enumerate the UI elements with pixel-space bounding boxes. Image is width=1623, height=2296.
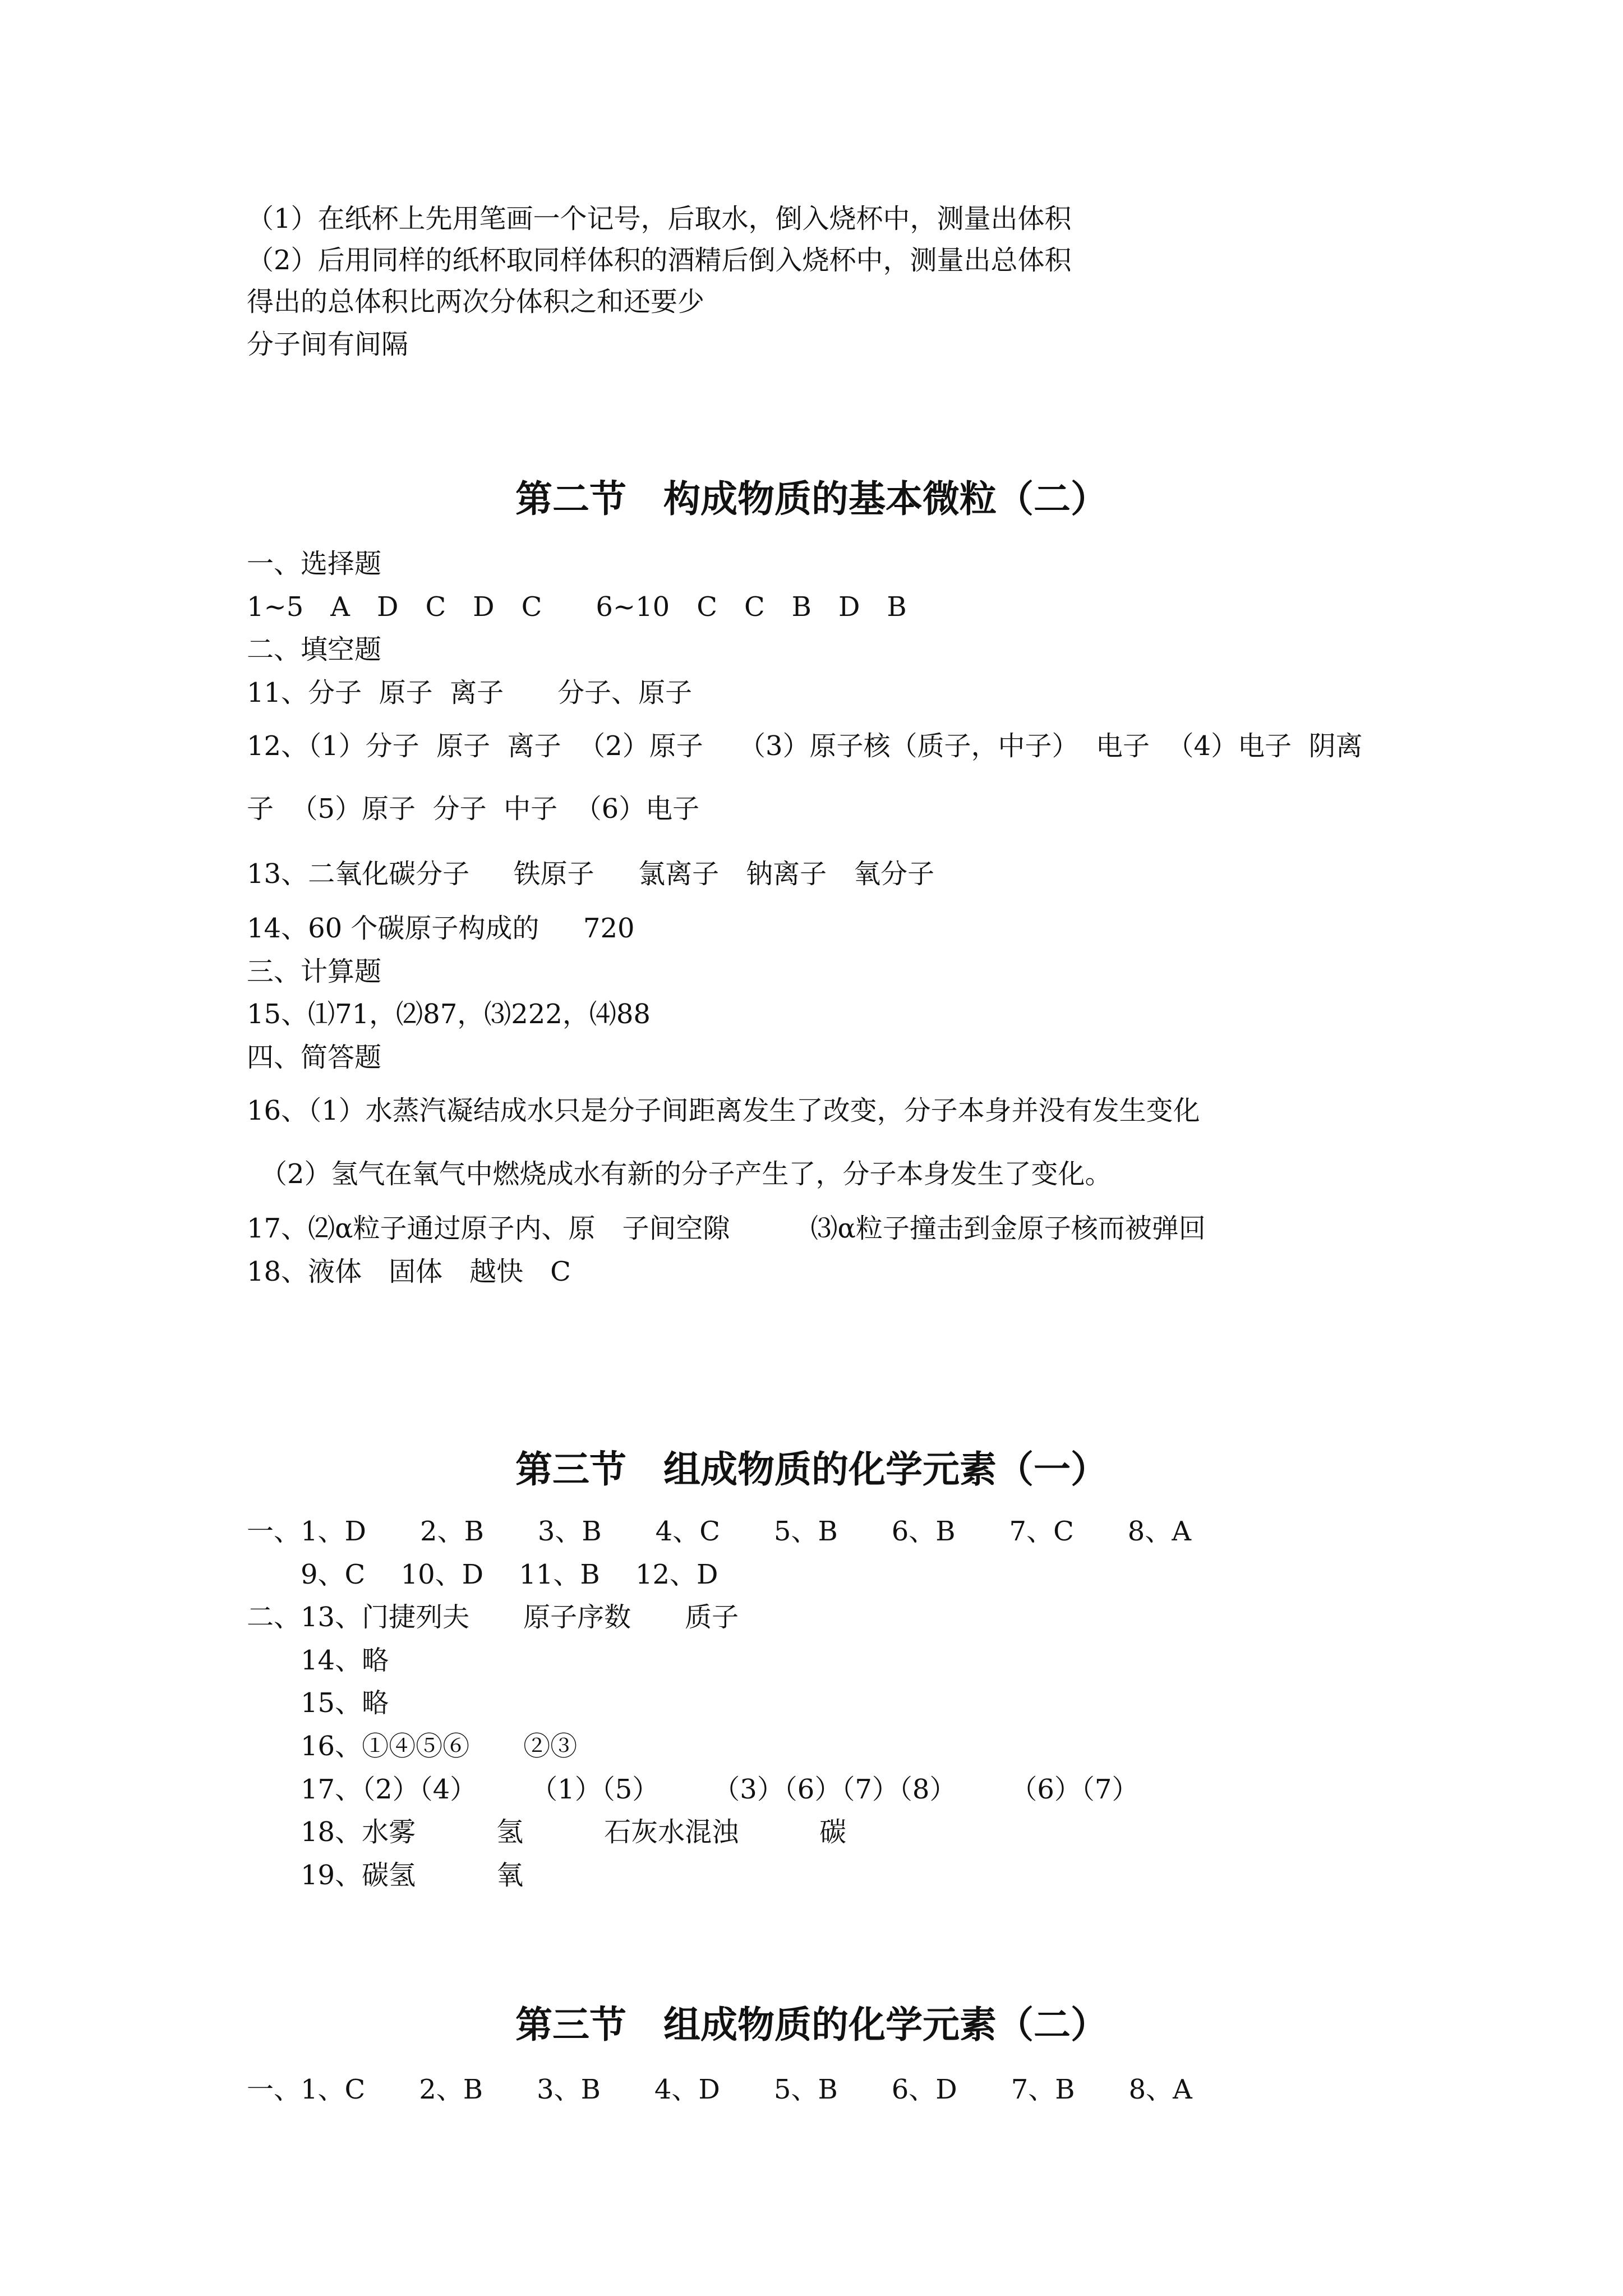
s2-line-8: 14、60 个碳原子构成的 720	[247, 913, 635, 944]
s2-line-14: 17、⑵α粒子通过原子内、原 子间空隙 ⑶α粒子撞击到金原子核而被弹回	[247, 1213, 1206, 1244]
s2-line-7: 13、二氧化碳分子 铁原子 氯离子 钠离子 氧分子	[247, 858, 935, 890]
s3a-line-4: 14、略	[247, 1645, 389, 1676]
s2-line-9: 三、计算题	[247, 956, 382, 987]
section-title-3b: 第三节 组成物质的化学元素（二）	[515, 2003, 1108, 2046]
s2-line-6: 子 （5）原子 分子 中子 （6）电子	[247, 793, 700, 825]
s3a-line-5: 15、略	[247, 1687, 389, 1719]
s2-line-11: 四、简答题	[247, 1042, 382, 1073]
intro-line-4: 分子间有间隔	[247, 329, 409, 360]
s3a-line-6: 16、①④⑤⑥ ②③	[247, 1731, 578, 1762]
s2-line-12: 16、（1）水蒸汽凝结成水只是分子间距离发生了改变，分子本身并没有发生变化	[247, 1095, 1200, 1126]
s2-line-5: 12、（1）分子 原子 离子 （2）原子 （3）原子核（质子，中子） 电子 （4）电子 阴离	[247, 730, 1363, 762]
s3a-line-9: 19、碳氢 氧	[247, 1860, 524, 1891]
s2-line-13: （2）氢气在氧气中燃烧成水有新的分子产生了，分子本身发生了变化。	[247, 1158, 1112, 1190]
s3a-line-8: 18、水雾 氢 石灰水混浊 碳	[247, 1816, 847, 1848]
s2-line-4: 11、分子 原子 离子 分子、原子	[247, 677, 693, 708]
intro-line-3: 得出的总体积比两次分体积之和还要少	[247, 286, 705, 318]
s3a-line-2: 9、C 10、D 11、B 12、D	[247, 1559, 718, 1590]
s3a-line-7: 17、（2）（4） （1）（5） （3）（6）（7）（8） （6）（7）	[247, 1774, 1139, 1805]
s3a-line-3: 二、13、门捷列夫 原子序数 质子	[247, 1602, 739, 1633]
intro-line-1: （1）在纸杯上先用笔画一个记号，后取水，倒入烧杯中，测量出体积	[247, 203, 1072, 234]
s2-line-1: 一、选择题	[247, 548, 382, 579]
s3b-line-1: 一、1、C 2、B 3、B 4、D 5、B 6、D 7、B 8、A	[247, 2074, 1192, 2105]
s2-line-10: 15、⑴71，⑵87，⑶222，⑷88	[247, 999, 651, 1030]
s2-line-2: 1~5 A D C D C 6~10 C C B D B	[247, 591, 907, 623]
s2-line-3: 二、填空题	[247, 634, 382, 665]
intro-line-2: （2）后用同样的纸杯取同样体积的酒精后倒入烧杯中，测量出总体积	[247, 245, 1072, 276]
section-title-2: 第二节 构成物质的基本微粒（二）	[515, 477, 1108, 521]
s3a-line-1: 一、1、D 2、B 3、B 4、C 5、B 6、B 7、C 8、A	[247, 1516, 1192, 1547]
s2-line-15: 18、液体 固体 越快 C	[247, 1256, 571, 1287]
section-title-3a: 第三节 组成物质的化学元素（一）	[515, 1448, 1108, 1491]
